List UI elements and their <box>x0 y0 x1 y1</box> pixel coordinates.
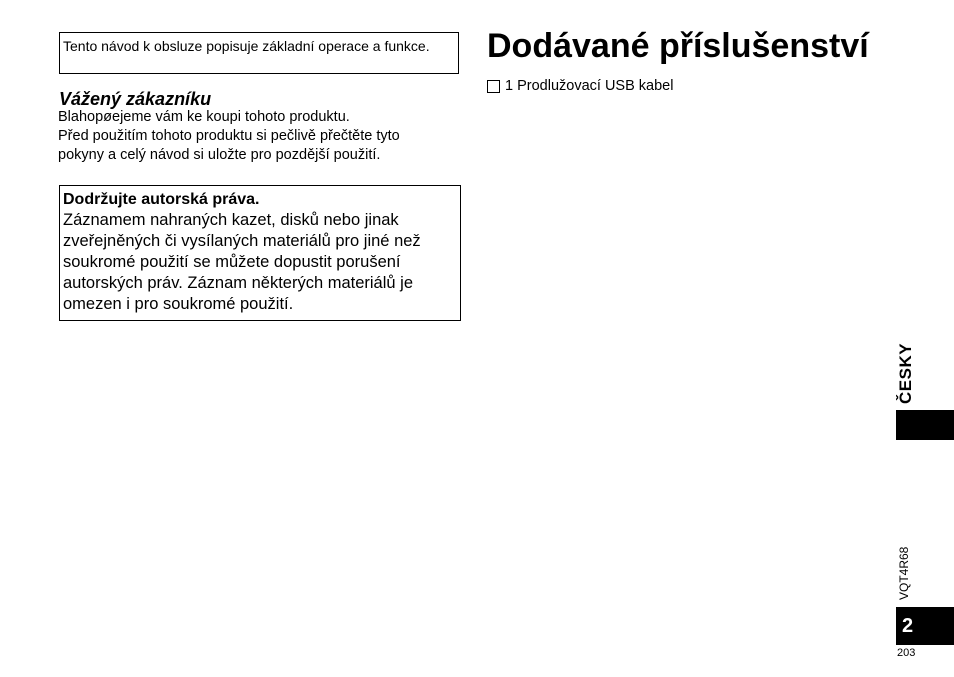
model-code: VQT4R68 <box>897 546 911 600</box>
greeting-line: Blahopøejeme vám ke koupi tohoto produktu. <box>58 109 350 125</box>
greeting-line: pokyny a celý návod si uložte pro pozdější použití. <box>58 147 381 163</box>
intro-notice-text: Tento návod k obsluze popisuje základní operace a funkce. <box>63 38 430 54</box>
page-number-tab <box>896 607 954 645</box>
greeting-heading: Vážený zákazníku <box>59 89 212 109</box>
language-tab <box>896 410 954 440</box>
intro-notice-box <box>59 32 459 74</box>
checkbox-icon <box>487 80 500 93</box>
page-number: 2 <box>902 615 914 637</box>
greeting-text <box>58 108 458 165</box>
greeting-line: Před použitím tohoto produktu si pečlivě přečtěte tyto <box>58 128 400 144</box>
accessory-item-label: 1 Prodlužovací USB kabel <box>505 78 674 94</box>
language-label: ČESKY <box>896 342 915 404</box>
accessories-title: Dodávané příslušenství <box>487 27 869 65</box>
page-sub-number: 203 <box>897 647 916 659</box>
copyright-title: Dodržujte autorská práva. <box>63 191 260 208</box>
copyright-body: Záznamem nahraných kazet, disků nebo jinak zveřejněných či vysílaných materiálů pro jiné než soukromé použití se můžete dopustit porušení autorských práv. Záznam některých materiálů je omezen i pro soukromé použití. <box>63 211 421 313</box>
accessory-item <box>487 77 673 95</box>
copyright-notice-box <box>59 185 461 321</box>
